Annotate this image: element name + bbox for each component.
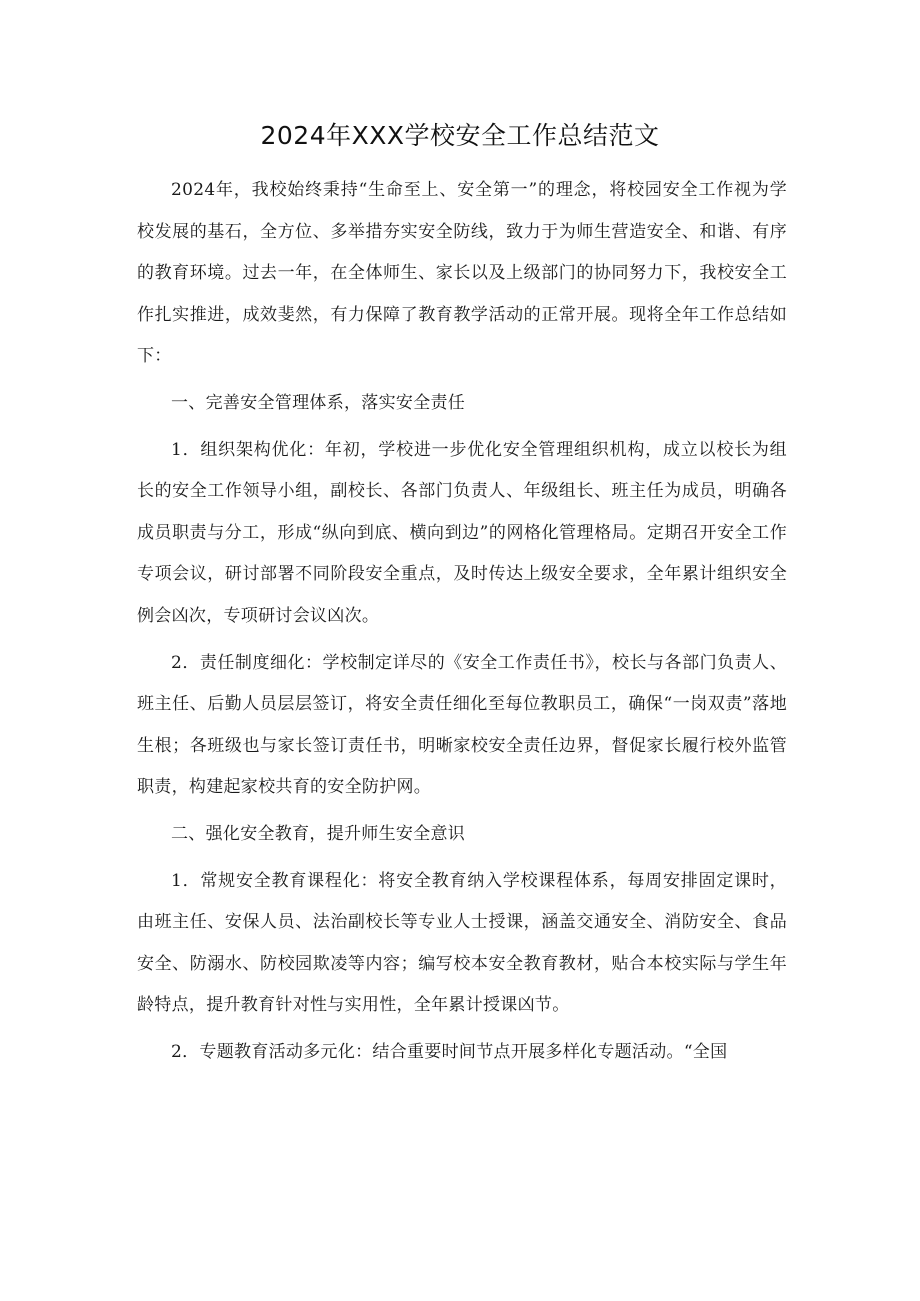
section-1-item-1: 1．组织架构优化：年初，学校进一步优化安全管理组织机构，成立以校长为组长的安全工作领导小组，副校长、各部门负责人、年级组长、班主任为成员，明确各成员职责与分工，形成“纵向到底、横向到边”的网格化管理格局。定期召开安全工作专项会议，研讨部署不同阶段安全重点，及时传达上级安全要求，全年累计组织安全例会凶次，专项研讨会议凶次。 xyxy=(137,439,787,626)
intro-paragraph: 2024年，我校始终秉持“生命至上、安全第一”的理念，将校园安全工作视为学校发展的基石，全方位、多举措夯实安全防线，致力于为师生营造安全、和谐、有序的教育环境。过去一年，在全体师生、家长以及上级部门的协同努力下，我校安全工作扎实推进，成效斐然，有力保障了教育教学活动的正常开展。现将全年工作总结如下： xyxy=(137,180,787,367)
document-title: 2024年XXX学校安全工作总结范文 xyxy=(260,121,660,150)
section-2-item-1: 1．常规安全教育课程化：将安全教育纳入学校课程体系，每周安排固定课时，由班主任、安保人员、法治副校长等专业人士授课，涵盖交通安全、消防安全、食品安全、防溺水、防校园欺凌等内容；编写校本安全教育教材，贴合本校实际与学生年龄特点，提升教育针对性与实用性，全年累计授课凶节。 xyxy=(137,870,787,1016)
section-heading-1: 一、完善安全管理体系，落实安全责任 xyxy=(171,392,466,413)
section-2-item-2: 2．专题教育活动多元化：结合重要时间节点开展多样化专题活动。“全国 xyxy=(171,1041,728,1062)
section-heading-2: 二、强化安全教育，提升师生安全意识 xyxy=(171,823,466,844)
section-1-item-2: 2．责任制度细化：学校制定详尽的《安全工作责任书》，校长与各部门负责人、班主任、后勤人员层层签订，将安全责任细化至每位教职员工，确保“一岗双责”落地生根；各班级也与家长签订责任书，明晰家校安全责任边界，督促家长履行校外监管职责，构建起家校共育的安全防护网。 xyxy=(137,652,787,798)
document-body xyxy=(137,170,787,1078)
